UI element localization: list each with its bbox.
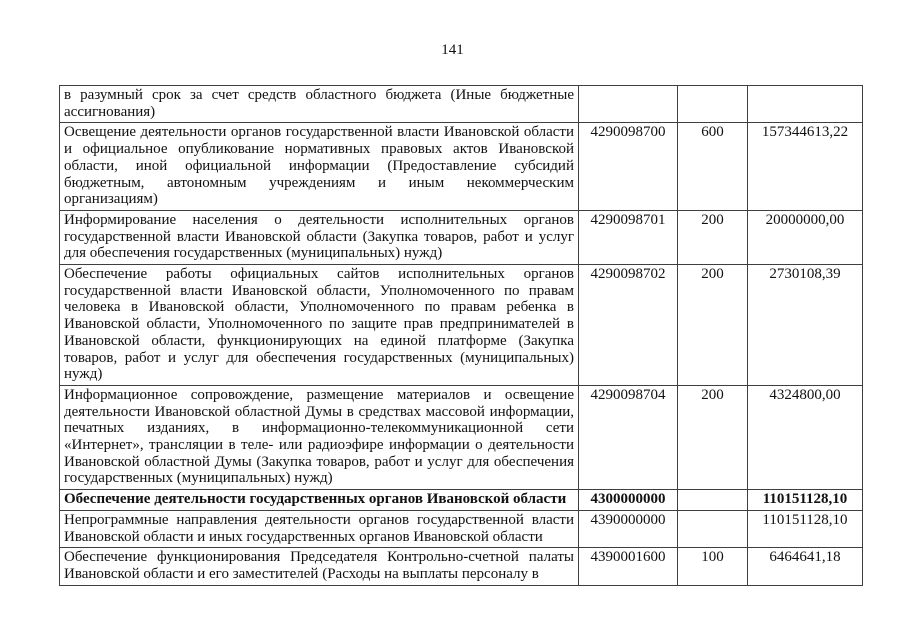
budget-table-body — [60, 86, 863, 586]
row-code-cell: 4290098704 — [579, 385, 678, 489]
row-funding-type-cell: 200 — [678, 385, 748, 489]
row-description-cell: Обеспечение функционирования Председателя Контрольно-счетной палаты Ивановской области и его заместителей (Расходы на выплаты персоналу в — [60, 548, 579, 585]
row-description-cell: Обеспечение деятельности государственных органов Ивановской области — [60, 490, 579, 511]
page-number: 141 — [441, 42, 464, 58]
table-row — [60, 86, 863, 123]
row-code-cell: 4290098701 — [579, 210, 678, 264]
row-code-cell — [579, 86, 678, 123]
row-code-cell: 4290098700 — [579, 123, 678, 211]
row-amount-cell: 20000000,00 — [748, 210, 863, 264]
row-description-cell: Информационное сопровождение, размещение материалов и освещение деятельности Ивановской областной Думы в средствах массовой информации, печатных изданиях, в информационно-телекоммуникационной сети «Интернет», трансляции в теле- или радиоэфире информации о деятельности Ивановской областной Думы (Закупка товаров, работ и услуг для обеспечения государственных (муниципальных) нужд) — [60, 385, 579, 489]
row-funding-type-cell: 200 — [678, 210, 748, 264]
row-code-cell: 4300000000 — [579, 490, 678, 511]
row-funding-type-cell — [678, 490, 748, 511]
row-description-cell: Обеспечение работы официальных сайтов исполнительных органов государственной власти Ивановской области, Уполномоченного по правам человека в Ивановской области, Уполномоченного по правам ребенка в Ивановской области, Уполномоченного по защите прав предпринимателей в Ивановской области, функционирующих на единой платформе (Закупка товаров, работ и услуг для обеспечения государственных (муниципальных) нужд) — [60, 265, 579, 386]
row-amount-cell: 6464641,18 — [748, 548, 863, 585]
budget-table — [59, 85, 863, 586]
row-description-cell: в разумный срок за счет средств областного бюджета (Иные бюджетные ассигнования) — [60, 86, 579, 123]
table-row — [60, 265, 863, 386]
table-row — [60, 548, 863, 585]
row-description-cell: Информирование населения о деятельности исполнительных органов государственной власти Ивановской области (Закупка товаров, работ и услуг для обеспечения государственных (муниципальных) нужд) — [60, 210, 579, 264]
row-funding-type-cell — [678, 510, 748, 547]
table-row — [60, 510, 863, 547]
table-row — [60, 385, 863, 489]
row-amount-cell: 110151128,10 — [748, 510, 863, 547]
row-amount-cell: 4324800,00 — [748, 385, 863, 489]
row-description-cell: Непрограммные направления деятельности органов государственной власти Ивановской области и иных государственных органов Ивановской области — [60, 510, 579, 547]
row-code-cell: 4390000000 — [579, 510, 678, 547]
row-amount-cell: 2730108,39 — [748, 265, 863, 386]
row-funding-type-cell — [678, 86, 748, 123]
row-code-cell: 4290098702 — [579, 265, 678, 386]
row-description-cell: Освещение деятельности органов государственной власти Ивановской области и официальное опубликование нормативных правовых актов Ивановской области, иной официальной информации (Предоставление субсидий бюджетным, автономным учреждениям и иным некоммерческим организациям) — [60, 123, 579, 211]
table-row — [60, 123, 863, 211]
row-funding-type-cell: 100 — [678, 548, 748, 585]
table-row — [60, 210, 863, 264]
row-code-cell: 4390001600 — [579, 548, 678, 585]
row-funding-type-cell: 600 — [678, 123, 748, 211]
row-funding-type-cell: 200 — [678, 265, 748, 386]
row-amount-cell — [748, 86, 863, 123]
row-amount-cell: 110151128,10 — [748, 490, 863, 511]
table-row — [60, 490, 863, 511]
row-amount-cell: 157344613,22 — [748, 123, 863, 211]
